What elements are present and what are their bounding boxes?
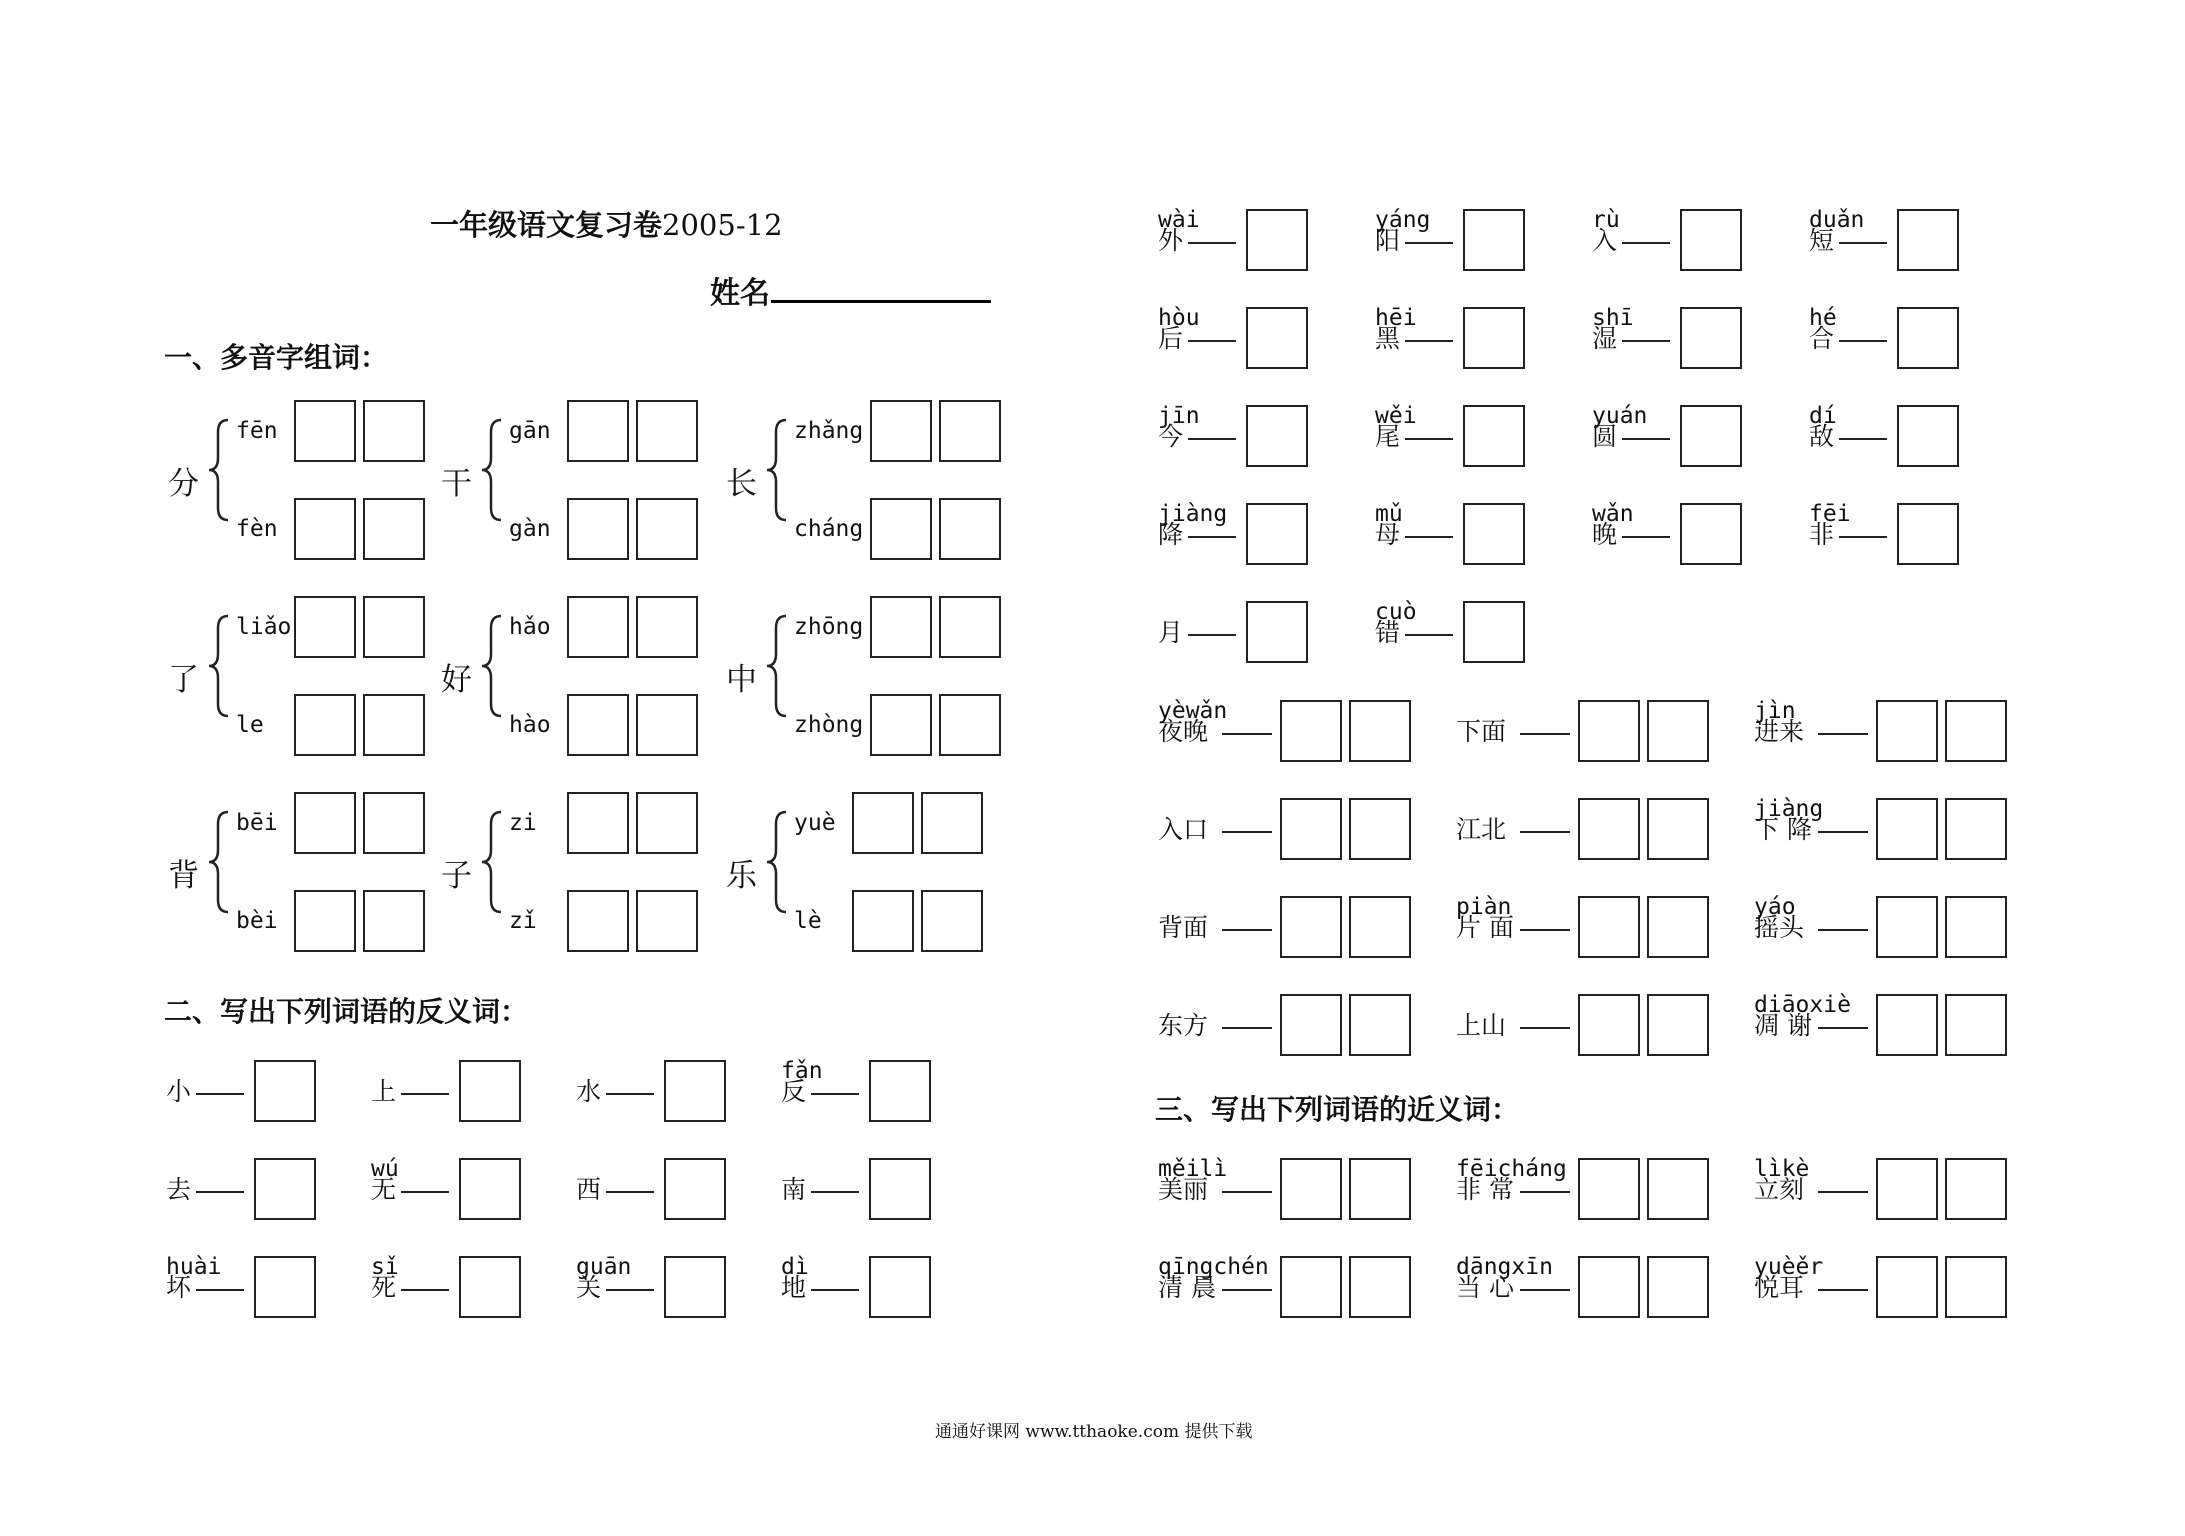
brace-icon [206, 418, 234, 522]
answer-box[interactable] [567, 792, 629, 854]
answer-box[interactable] [1945, 798, 2007, 860]
brace-icon [206, 810, 234, 914]
answer-box[interactable] [1578, 994, 1640, 1056]
word-label: 死 [371, 1273, 397, 1302]
answer-box[interactable] [1349, 994, 1411, 1056]
answer-box[interactable] [1463, 209, 1525, 271]
answer-box[interactable] [363, 596, 425, 658]
answer-box[interactable] [1647, 798, 1709, 860]
answer-box[interactable] [459, 1256, 521, 1318]
pinyin-label: liǎo [236, 614, 292, 640]
answer-box[interactable] [1578, 1256, 1640, 1318]
pinyin-label: hòu [1158, 305, 1200, 331]
pinyin-label: jīn [1158, 403, 1200, 429]
polyphone-char: 子 [441, 858, 472, 894]
word-label: 片 面 [1456, 913, 1514, 942]
dash-line [1405, 242, 1453, 244]
dash-line [1520, 1191, 1570, 1193]
word-label: 凋 谢 [1754, 1011, 1812, 1040]
pinyin-label: fēicháng [1456, 1156, 1567, 1182]
answer-box[interactable] [1349, 798, 1411, 860]
answer-box[interactable] [870, 400, 932, 462]
dash-line [1839, 340, 1887, 342]
answer-box[interactable] [1680, 405, 1742, 467]
word-label: 上 [371, 1077, 397, 1106]
word-label: 背面 [1158, 913, 1209, 942]
word-label: 今 [1158, 422, 1184, 451]
pinyin-label: zhōng [794, 614, 864, 640]
pinyin-label: qīngchén [1158, 1254, 1269, 1280]
answer-box[interactable] [939, 694, 1001, 756]
answer-box[interactable] [1680, 209, 1742, 271]
dash-line [1520, 733, 1570, 735]
pinyin-label: cuò [1375, 599, 1417, 625]
word-label: 当 心 [1456, 1273, 1514, 1302]
pinyin-label: fēi [1809, 501, 1851, 527]
dash-line [1222, 831, 1272, 833]
answer-box[interactable] [254, 1158, 316, 1220]
word-label: 湿 [1592, 324, 1618, 353]
answer-box[interactable] [363, 400, 425, 462]
pinyin-label: duǎn [1809, 207, 1865, 233]
dash-line [1520, 1289, 1570, 1291]
answer-box[interactable] [1280, 994, 1342, 1056]
answer-box[interactable] [869, 1060, 931, 1122]
word-label: 圆 [1592, 422, 1618, 451]
answer-box[interactable] [636, 400, 698, 462]
word-label: 水 [576, 1077, 602, 1106]
answer-box[interactable] [869, 1158, 931, 1220]
section-2-heading: 二、写出下列词语的反义词： [164, 995, 529, 1028]
brace-icon [764, 810, 792, 914]
dash-line [1818, 733, 1868, 735]
dash-line [196, 1093, 244, 1095]
word-label: 江北 [1456, 815, 1507, 844]
answer-box[interactable] [294, 792, 356, 854]
pinyin-label: mǔ [1375, 501, 1403, 527]
pinyin-label: hǎo [509, 614, 551, 640]
word-label: 小 [166, 1077, 192, 1106]
answer-box[interactable] [1578, 798, 1640, 860]
dash-line [401, 1093, 449, 1095]
answer-box[interactable] [636, 596, 698, 658]
answer-box[interactable] [1578, 700, 1640, 762]
pinyin-label: yuè [794, 810, 836, 836]
word-label: 短 [1809, 226, 1835, 255]
answer-box[interactable] [1897, 503, 1959, 565]
answer-box[interactable] [1876, 1158, 1938, 1220]
dash-line [1188, 242, 1236, 244]
brace-icon [479, 614, 507, 718]
dash-line [1222, 929, 1272, 931]
polyphone-char: 中 [726, 662, 757, 698]
dash-line [1520, 1027, 1570, 1029]
word-label: 东方 [1158, 1011, 1209, 1040]
word-label: 降 [1158, 520, 1184, 549]
dash-line [1839, 242, 1887, 244]
word-label: 月 [1158, 618, 1184, 647]
name-blank-line[interactable] [771, 300, 991, 303]
pinyin-label: zǐ [509, 908, 537, 934]
pinyin-label: bēi [236, 810, 278, 836]
answer-box[interactable] [1349, 1158, 1411, 1220]
word-label: 晚 [1592, 520, 1618, 549]
dash-line [1818, 1191, 1868, 1193]
word-label: 南 [781, 1175, 807, 1204]
pinyin-label: hào [509, 712, 551, 738]
pinyin-label: hé [1809, 305, 1837, 331]
answer-box[interactable] [1680, 503, 1742, 565]
answer-box[interactable] [1876, 798, 1938, 860]
dash-line [1405, 536, 1453, 538]
answer-box[interactable] [1349, 1256, 1411, 1318]
pinyin-label: fēn [236, 418, 278, 444]
brace-icon [206, 614, 234, 718]
polyphone-char: 乐 [726, 858, 757, 894]
dash-line [1188, 438, 1236, 440]
pinyin-label: fèn [236, 516, 278, 542]
dash-line [401, 1289, 449, 1291]
word-label: 母 [1375, 520, 1401, 549]
dash-line [1222, 1191, 1272, 1193]
dash-line [1622, 438, 1670, 440]
footer-credit: 通通好课网 www.tthaoke.com 提供下载 [935, 1422, 1253, 1442]
answer-box[interactable] [1463, 601, 1525, 663]
word-label: 坏 [166, 1273, 192, 1302]
brace-icon [479, 418, 507, 522]
dash-line [1818, 1027, 1868, 1029]
answer-box[interactable] [921, 792, 983, 854]
word-label: 地 [781, 1273, 807, 1302]
answer-box[interactable] [1463, 405, 1525, 467]
dash-line [1405, 634, 1453, 636]
answer-box[interactable] [1945, 1158, 2007, 1220]
word-label: 尾 [1375, 422, 1401, 451]
section-1-heading: 一、多音字组词： [164, 341, 389, 374]
answer-box[interactable] [636, 694, 698, 756]
pinyin-label: měilì [1158, 1156, 1228, 1182]
pinyin-label: yáo [1754, 894, 1796, 920]
answer-box[interactable] [636, 498, 698, 560]
answer-box[interactable] [1246, 503, 1308, 565]
dash-line [1622, 242, 1670, 244]
dash-line [1818, 831, 1868, 833]
answer-box[interactable] [1876, 1256, 1938, 1318]
word-label: 后 [1158, 324, 1184, 353]
answer-box[interactable] [363, 498, 425, 560]
dash-line [1818, 1289, 1868, 1291]
pinyin-label: gān [509, 418, 551, 444]
pinyin-label: piàn [1456, 894, 1512, 920]
answer-box[interactable] [636, 792, 698, 854]
page-title: 一年级语文复习卷2005-12 [430, 208, 783, 242]
word-label: 无 [371, 1175, 397, 1204]
answer-box[interactable] [1349, 700, 1411, 762]
word-label: 立刻 [1754, 1175, 1805, 1204]
word-label: 美丽 [1158, 1175, 1209, 1204]
answer-box[interactable] [1876, 700, 1938, 762]
polyphone-char: 长 [726, 466, 757, 502]
answer-box[interactable] [870, 596, 932, 658]
word-label: 入口 [1158, 815, 1209, 844]
answer-box[interactable] [1280, 896, 1342, 958]
dash-line [606, 1289, 654, 1291]
answer-box[interactable] [869, 1256, 931, 1318]
pinyin-label: dāngxīn [1456, 1254, 1553, 1280]
dash-line [1520, 831, 1570, 833]
dash-line [1622, 340, 1670, 342]
pinyin-label: gàn [509, 516, 551, 542]
word-label: 夜晚 [1158, 717, 1209, 746]
polyphone-char: 了 [168, 662, 199, 698]
pinyin-label: rù [1592, 207, 1620, 233]
pinyin-label: jiàng [1158, 501, 1228, 527]
answer-box[interactable] [254, 1256, 316, 1318]
answer-box[interactable] [1945, 896, 2007, 958]
answer-box[interactable] [1246, 307, 1308, 369]
answer-box[interactable] [363, 890, 425, 952]
dash-line [1222, 733, 1272, 735]
answer-box[interactable] [294, 400, 356, 462]
pinyin-label: zhǎng [794, 418, 864, 444]
answer-box[interactable] [852, 792, 914, 854]
pinyin-label: yèwǎn [1158, 698, 1228, 724]
pinyin-label: wú [371, 1156, 399, 1182]
dash-line [401, 1191, 449, 1193]
answer-box[interactable] [870, 498, 932, 560]
pinyin-label: zhòng [794, 712, 864, 738]
answer-box[interactable] [939, 596, 1001, 658]
answer-box[interactable] [567, 694, 629, 756]
answer-box[interactable] [664, 1060, 726, 1122]
answer-box[interactable] [921, 890, 983, 952]
answer-box[interactable] [664, 1158, 726, 1220]
dash-line [1839, 536, 1887, 538]
word-label: 合 [1809, 324, 1835, 353]
word-label: 关 [576, 1273, 602, 1302]
word-label: 非 [1809, 520, 1835, 549]
answer-box[interactable] [1647, 994, 1709, 1056]
word-label: 西 [576, 1175, 602, 1204]
pinyin-label: jiàng [1754, 796, 1824, 822]
answer-box[interactable] [363, 694, 425, 756]
dash-line [1222, 1289, 1272, 1291]
answer-box[interactable] [1246, 405, 1308, 467]
answer-box[interactable] [1897, 405, 1959, 467]
answer-box[interactable] [664, 1256, 726, 1318]
word-label: 非 常 [1456, 1175, 1514, 1204]
dash-line [1222, 1027, 1272, 1029]
word-label: 上山 [1456, 1011, 1507, 1040]
pinyin-label: cháng [794, 516, 864, 542]
pinyin-label: yáng [1375, 207, 1431, 233]
dash-line [811, 1191, 859, 1193]
word-label: 清 晨 [1158, 1273, 1216, 1302]
answer-box[interactable] [1680, 307, 1742, 369]
answer-box[interactable] [1647, 700, 1709, 762]
pinyin-label: dì [781, 1254, 809, 1280]
answer-box[interactable] [567, 890, 629, 952]
word-label: 阳 [1375, 226, 1401, 255]
pinyin-label: lìkè [1754, 1156, 1810, 1182]
pinyin-label: wǎn [1592, 501, 1634, 527]
answer-box[interactable] [459, 1158, 521, 1220]
answer-box[interactable] [1578, 896, 1640, 958]
word-label: 悦耳 [1754, 1273, 1805, 1302]
answer-box[interactable] [870, 694, 932, 756]
answer-box[interactable] [1349, 896, 1411, 958]
answer-box[interactable] [254, 1060, 316, 1122]
dash-line [1188, 536, 1236, 538]
answer-box[interactable] [1578, 1158, 1640, 1220]
pinyin-label: guān [576, 1254, 632, 1280]
polyphone-char: 分 [168, 466, 199, 502]
pinyin-label: zi [509, 810, 537, 836]
pinyin-label: diāoxiè [1754, 992, 1851, 1018]
dash-line [811, 1093, 859, 1095]
pinyin-label: wěi [1375, 403, 1417, 429]
answer-box[interactable] [294, 890, 356, 952]
answer-box[interactable] [1463, 307, 1525, 369]
word-label: 错 [1375, 618, 1401, 647]
word-label: 摇头 [1754, 913, 1805, 942]
pinyin-label: dí [1809, 403, 1837, 429]
pinyin-label: yuán [1592, 403, 1648, 429]
word-label: 去 [166, 1175, 192, 1204]
answer-box[interactable] [1876, 994, 1938, 1056]
dash-line [1839, 438, 1887, 440]
answer-box[interactable] [1280, 1256, 1342, 1318]
answer-box[interactable] [636, 890, 698, 952]
dash-line [606, 1191, 654, 1193]
word-label: 进来 [1754, 717, 1805, 746]
dash-line [1818, 929, 1868, 931]
answer-box[interactable] [1647, 1256, 1709, 1318]
answer-box[interactable] [294, 596, 356, 658]
dash-line [1622, 536, 1670, 538]
answer-box[interactable] [1945, 700, 2007, 762]
dash-line [196, 1289, 244, 1291]
answer-box[interactable] [1647, 896, 1709, 958]
answer-box[interactable] [567, 596, 629, 658]
word-label: 黑 [1375, 324, 1401, 353]
pinyin-label: hēi [1375, 305, 1417, 331]
pinyin-label: jìn [1754, 698, 1796, 724]
word-label: 下面 [1456, 717, 1507, 746]
pinyin-label: yuèěr [1754, 1254, 1824, 1280]
word-label: 外 [1158, 226, 1184, 255]
answer-box[interactable] [1463, 503, 1525, 565]
answer-box[interactable] [294, 498, 356, 560]
section-3-heading: 三、写出下列词语的近义词： [1155, 1093, 1520, 1126]
pinyin-label: wài [1158, 207, 1200, 233]
answer-box[interactable] [939, 400, 1001, 462]
pinyin-label: huài [166, 1254, 222, 1280]
answer-box[interactable] [852, 890, 914, 952]
pinyin-label: lè [794, 908, 822, 934]
answer-box[interactable] [1945, 1256, 2007, 1318]
answer-box[interactable] [1280, 798, 1342, 860]
dash-line [1405, 340, 1453, 342]
pinyin-label: fǎn [781, 1058, 823, 1084]
answer-box[interactable] [363, 792, 425, 854]
answer-box[interactable] [567, 498, 629, 560]
brace-icon [764, 614, 792, 718]
pinyin-label: shī [1592, 305, 1634, 331]
answer-box[interactable] [1897, 307, 1959, 369]
dash-line [606, 1093, 654, 1095]
pinyin-label: sǐ [371, 1254, 399, 1280]
word-label: 反 [781, 1077, 807, 1106]
word-label: 下 降 [1754, 815, 1812, 844]
answer-box[interactable] [939, 498, 1001, 560]
dash-line [196, 1191, 244, 1193]
answer-box[interactable] [1897, 209, 1959, 271]
name-label: 姓名 [710, 276, 770, 311]
answer-box[interactable] [1246, 209, 1308, 271]
answer-box[interactable] [1246, 601, 1308, 663]
dash-line [811, 1289, 859, 1291]
pinyin-label: le [236, 712, 264, 738]
brace-icon [479, 810, 507, 914]
dash-line [1188, 340, 1236, 342]
brace-icon [764, 418, 792, 522]
word-label: 敌 [1809, 422, 1835, 451]
answer-box[interactable] [567, 400, 629, 462]
answer-box[interactable] [294, 694, 356, 756]
pinyin-label: bèi [236, 908, 278, 934]
dash-line [1520, 929, 1570, 931]
dash-line [1405, 438, 1453, 440]
polyphone-char: 好 [441, 662, 472, 698]
dash-line [1188, 634, 1236, 636]
polyphone-char: 背 [168, 858, 199, 894]
answer-box[interactable] [1876, 896, 1938, 958]
answer-box[interactable] [1280, 700, 1342, 762]
answer-box[interactable] [1647, 1158, 1709, 1220]
answer-box[interactable] [1280, 1158, 1342, 1220]
answer-box[interactable] [1945, 994, 2007, 1056]
answer-box[interactable] [459, 1060, 521, 1122]
word-label: 入 [1592, 226, 1618, 255]
polyphone-char: 干 [441, 466, 472, 502]
